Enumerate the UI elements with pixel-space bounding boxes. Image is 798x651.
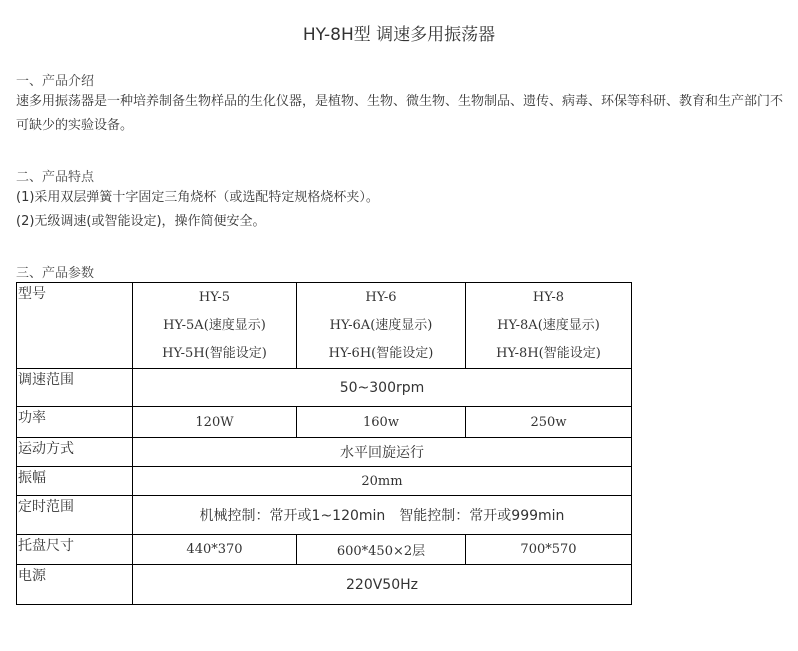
model-name: HY-6: [365, 289, 397, 305]
power-value: 160w: [297, 407, 466, 438]
params-heading: 三、产品参数: [16, 266, 95, 281]
row-label-tray: 托盘尺寸: [17, 535, 133, 565]
tray-size-value: 600*450×2层: [297, 535, 466, 565]
page-title: HY-8H型 调速多用振荡器: [302, 25, 496, 45]
power-value: 250w: [466, 407, 632, 438]
feature-item-1: (1)采用双层弹簧十字固定三角烧杯（或选配特定规格烧杯夹）。: [16, 190, 379, 205]
timer-value: 机械控制：常开或1~120min 智能控制：常开或999min: [133, 496, 632, 535]
table-row: [17, 467, 632, 496]
model-name: HY-6A(速度显示): [329, 317, 433, 333]
table-row: [17, 369, 632, 407]
table-row: [17, 496, 632, 535]
row-label-power: 功率: [17, 407, 133, 438]
table-row: [17, 535, 632, 565]
power-supply-value: 220V50Hz: [133, 565, 632, 605]
motion-value: 水平回旋运行: [133, 438, 632, 467]
table-row: [17, 438, 632, 467]
model-name: HY-8: [532, 289, 565, 305]
model-name: HY-5H(智能设定): [162, 345, 267, 361]
model-cell: [297, 283, 466, 369]
model-cell: [466, 283, 632, 369]
row-label-amplitude: 振幅: [17, 467, 133, 496]
intro-heading: 一、产品介绍: [16, 74, 95, 89]
model-cell: [133, 283, 297, 369]
model-name: HY-8A(速度显示): [497, 317, 600, 333]
model-name: HY-8H(智能设定): [496, 345, 601, 361]
intro-text: 速多用振荡器是一种培养制备生物样品的生化仪器，是植物、生物、微生物、生物制品、遗传、病毒、环保等科研、教育和生产部门不可缺少的实验设备。: [16, 94, 784, 133]
features-heading: 二、产品特点: [16, 170, 95, 185]
amplitude-value: 20mm: [133, 467, 632, 496]
row-label-motion: 运动方式: [17, 438, 133, 467]
table-row: [17, 407, 632, 438]
tray-size-value: 440*370: [133, 535, 297, 565]
spec-table: [16, 282, 632, 605]
row-label-speed: 调速范围: [17, 369, 133, 407]
power-value: 120W: [133, 407, 297, 438]
speed-range-value: 50~300rpm: [133, 369, 632, 407]
row-label-model: 型号: [17, 283, 133, 369]
feature-item-2: (2)无级调速(或智能设定)，操作简便安全。: [16, 214, 266, 229]
table-row: [17, 283, 632, 369]
row-label-timer: 定时范围: [17, 496, 133, 535]
model-name: HY-6H(智能设定): [328, 345, 434, 361]
row-label-power-supply: 电源: [17, 565, 133, 605]
table-row: [17, 565, 632, 605]
model-name: HY-5A(速度显示): [163, 317, 266, 333]
model-name: HY-5: [198, 289, 231, 305]
tray-size-value: 700*570: [466, 535, 632, 565]
